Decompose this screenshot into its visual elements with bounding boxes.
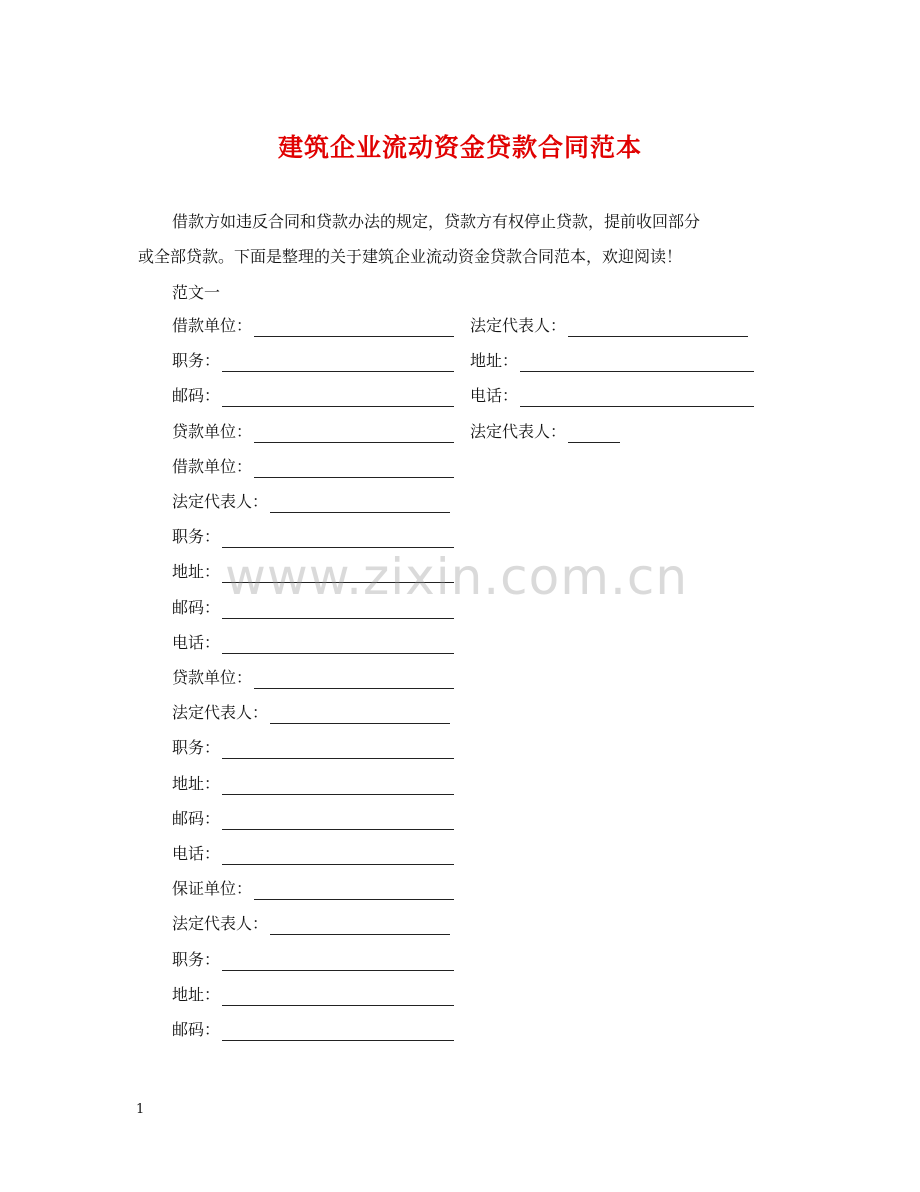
form-field	[470, 385, 754, 407]
field-label: 地址：	[470, 351, 519, 370]
intro-line-1	[138, 204, 778, 239]
page-number: 1	[136, 1102, 145, 1117]
blank-line	[568, 318, 748, 337]
form-field	[172, 667, 454, 689]
blank-line	[520, 353, 754, 372]
document-title: 建筑企业流动资金贷款合同范本	[277, 133, 642, 162]
form-field	[172, 421, 454, 443]
field-label: 贷款单位：	[172, 668, 253, 687]
blank-line	[222, 1022, 454, 1041]
form-field	[172, 385, 454, 407]
form-field	[172, 949, 454, 971]
field-label: 法定代表人：	[172, 914, 269, 933]
form-field	[172, 315, 454, 337]
form-field	[172, 1019, 454, 1041]
blank-line	[222, 353, 454, 372]
field-label: 法定代表人：	[172, 703, 269, 722]
field-label: 地址：	[172, 774, 221, 793]
blank-line	[222, 952, 454, 971]
field-label: 法定代表人：	[470, 422, 567, 441]
intro-text-1: 借款方如违反合同和贷款办法的规定，贷款方有权停止贷款，提前收回部分	[172, 212, 701, 231]
form-field	[172, 737, 454, 759]
blank-line	[270, 916, 450, 935]
section-heading: 范文一	[172, 283, 221, 302]
field-label: 保证单位：	[172, 879, 253, 898]
form-field	[172, 773, 454, 795]
form-field	[172, 526, 454, 548]
field-label: 电话：	[172, 844, 221, 863]
blank-line	[222, 388, 454, 407]
field-label: 邮码：	[172, 1020, 221, 1039]
blank-line	[254, 670, 454, 689]
blank-line	[254, 459, 454, 478]
blank-line	[222, 776, 454, 795]
blank-line	[254, 318, 454, 337]
field-label: 邮码：	[172, 386, 221, 405]
field-label: 电话：	[172, 633, 221, 652]
blank-line	[222, 635, 454, 654]
blank-line	[222, 846, 454, 865]
field-label: 法定代表人：	[172, 492, 269, 511]
field-label: 职务：	[172, 738, 221, 757]
blank-line	[222, 811, 454, 830]
field-label: 贷款单位：	[172, 422, 253, 441]
field-label: 职务：	[172, 950, 221, 969]
blank-line	[254, 424, 454, 443]
field-label: 地址：	[172, 562, 221, 581]
intro-line-2: 或全部贷款。下面是整理的关于建筑企业流动资金贷款合同范本，欢迎阅读！	[138, 247, 683, 266]
field-label: 邮码：	[172, 598, 221, 617]
blank-line	[254, 881, 454, 900]
form-field	[172, 878, 454, 900]
field-label: 借款单位：	[172, 457, 253, 476]
field-label: 借款单位：	[172, 316, 253, 335]
form-field	[172, 843, 454, 865]
intro-paragraph	[138, 204, 778, 274]
form-field	[172, 808, 454, 830]
form-field	[470, 315, 748, 337]
form-field	[470, 350, 754, 372]
form-field	[172, 984, 454, 1006]
field-label: 法定代表人：	[470, 316, 567, 335]
field-label: 职务：	[172, 527, 221, 546]
blank-line	[568, 424, 620, 443]
blank-line	[270, 494, 450, 513]
field-label: 职务：	[172, 351, 221, 370]
form-field	[172, 350, 454, 372]
field-label: 地址：	[172, 985, 221, 1004]
form-field	[172, 632, 454, 654]
form-field	[172, 456, 454, 478]
blank-line	[222, 740, 454, 759]
form-field	[172, 913, 450, 935]
blank-line	[520, 388, 754, 407]
watermark: www.zixin.com.cn	[225, 548, 689, 606]
blank-line	[222, 987, 454, 1006]
form-field	[470, 421, 620, 443]
form-field	[172, 491, 450, 513]
form-field	[172, 702, 450, 724]
field-label: 邮码：	[172, 809, 221, 828]
field-label: 电话：	[470, 386, 519, 405]
blank-line	[270, 705, 450, 724]
blank-line	[222, 529, 454, 548]
